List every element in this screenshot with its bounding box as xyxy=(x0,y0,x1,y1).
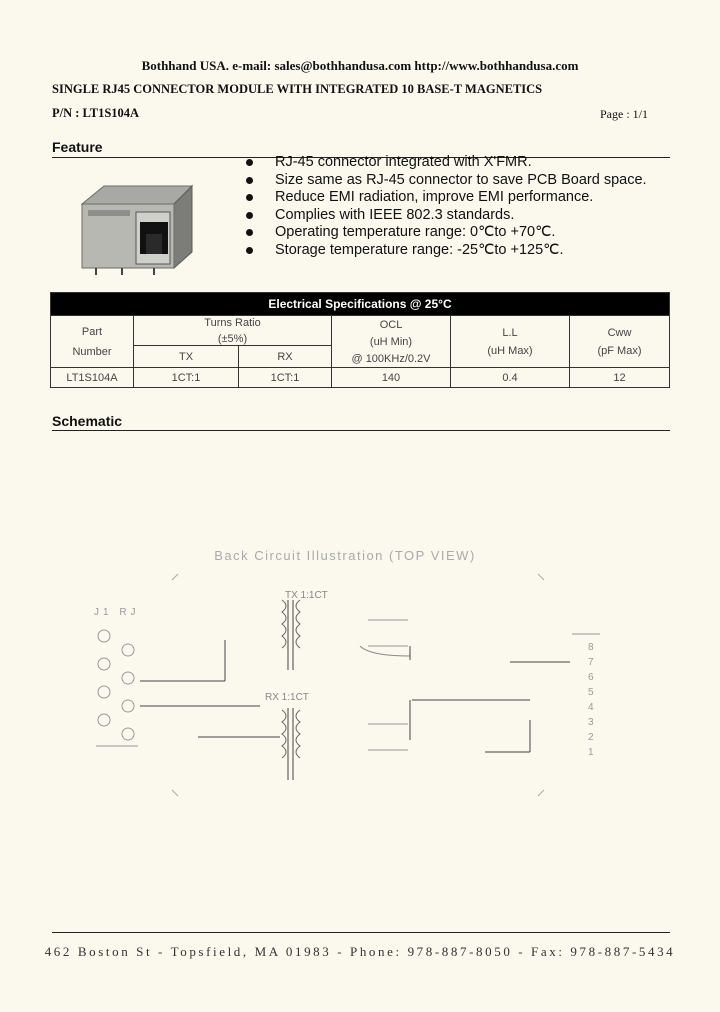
svg-text:4: 4 xyxy=(588,702,594,713)
svg-text:5: 5 xyxy=(588,687,594,698)
schematic-divider xyxy=(52,430,670,431)
svg-text:J1 RJ: J1 RJ xyxy=(94,607,140,618)
feature-item: RJ-45 connector integrated with X'FMR. xyxy=(246,154,647,172)
feature-item: Reduce EMI radiation, improve EMI performance. xyxy=(246,189,647,207)
tx-transformer-label: TX 1:1CT xyxy=(285,590,328,601)
table-cell-part: LT1S104A xyxy=(51,368,134,388)
svg-text:3: 3 xyxy=(588,717,594,728)
feature-item: Storage temperature range: -25℃to +125℃. xyxy=(246,242,647,260)
rj45-connector-image xyxy=(74,178,214,278)
table-cell-cww: 12 xyxy=(570,368,670,388)
footer-divider xyxy=(52,932,670,933)
leakage-inductance-header: L.L (uH Max) xyxy=(451,316,570,368)
svg-text:1: 1 xyxy=(588,747,594,758)
jack-pin-circles xyxy=(96,630,138,746)
table-cell-tx: 1CT:1 xyxy=(134,368,239,388)
feature-list xyxy=(246,154,647,259)
schematic-diagram xyxy=(60,540,640,800)
feature-item: Complies with IEEE 802.3 standards. xyxy=(246,207,647,225)
svg-text:7: 7 xyxy=(588,657,594,668)
pin-header xyxy=(572,634,600,758)
svg-text:8: 8 xyxy=(588,642,594,653)
feature-heading: Feature xyxy=(52,139,103,155)
rx-header: RX xyxy=(239,346,332,368)
tx-header: TX xyxy=(134,346,239,368)
table-cell-ocl: 140 xyxy=(332,368,451,388)
company-header: Bothhand USA. e-mail: sales@bothhandusa.com http://www.bothhandusa.com xyxy=(141,58,579,73)
turns-ratio-header: Turns Ratio (±5%) xyxy=(134,316,332,346)
footer-address: 462 Boston St - Topsfield, MA 01983 - Phone: 978-887-8050 - Fax: 978-887-5434 xyxy=(44,944,676,959)
table-cell-ll: 0.4 xyxy=(451,368,570,388)
electrical-spec-table xyxy=(50,292,670,388)
schematic-caption: Back Circuit Illustration (TOP VIEW) xyxy=(214,548,476,563)
capacitance-header: Cww (pF Max) xyxy=(570,316,670,368)
document-title: SINGLE RJ45 CONNECTOR MODULE WITH INTEGRATED 10 BASE-T MAGNETICS xyxy=(52,82,543,96)
svg-text:6: 6 xyxy=(588,672,594,683)
schematic-heading: Schematic xyxy=(52,413,123,429)
spec-table-title: Electrical Specifications @ 25°C xyxy=(51,293,670,316)
part-number-header: Part Number xyxy=(51,316,134,368)
part-number: P/N : LT1S104A xyxy=(52,106,140,120)
rx-transformer-label: RX 1:1CT xyxy=(265,692,309,703)
feature-item: Operating temperature range: 0℃to +70℃. xyxy=(246,224,647,242)
page-indicator: Page : 1/1 xyxy=(600,107,648,121)
feature-item: Size same as RJ-45 connector to save PCB Board space. xyxy=(246,172,647,190)
table-cell-rx: 1CT:1 xyxy=(239,368,332,388)
svg-text:2: 2 xyxy=(588,732,594,743)
ocl-header: OCL (uH Min) @ 100KHz/0.2V xyxy=(332,316,451,368)
